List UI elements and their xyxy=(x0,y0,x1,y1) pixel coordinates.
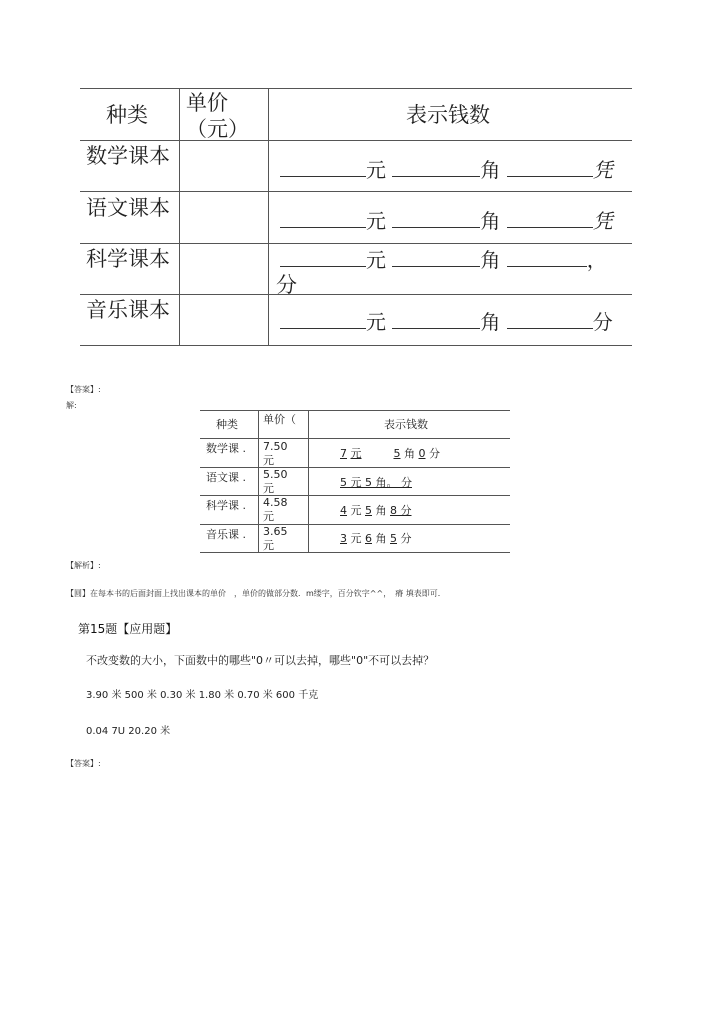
row-answer: 4 元 5 角 8 分 xyxy=(340,504,412,517)
header-amount: 表示钱数 xyxy=(406,103,490,127)
row-name: 音乐课本 xyxy=(86,298,170,322)
row-name: 音乐课 . xyxy=(206,528,246,541)
amount-row-4: 元 角 分 xyxy=(280,308,613,335)
row-answer: 5 元 5 角。 分 xyxy=(340,476,412,489)
row-price: 4.58 元 xyxy=(263,496,288,522)
analysis-text: 【圆】在每本书的后面封面上找出课本的单价 ，单价的做部分数．m缕字，百分钦字^^， 瘠 填表即可． xyxy=(66,589,446,598)
row-answer: 3 元 6 角 5 分 xyxy=(340,532,412,545)
amount-row-1: 元 角 凭 xyxy=(280,156,613,183)
header-amount: 表示钱数 xyxy=(384,418,428,431)
question-prompt: 不改变数的大小，下面数中的哪些"0〃可以去掉，哪些"0"不可以去掉？ xyxy=(86,654,435,667)
row-price: 7.50 元 xyxy=(263,440,288,466)
row-name: 数学课本 xyxy=(86,144,170,168)
row-price: 5.50 元 xyxy=(263,468,288,494)
row-name: 数学课 . xyxy=(206,442,246,455)
question-numbers-line-2: 0.04 7U 20.20 米 xyxy=(86,726,171,737)
header-price: 单价（ xyxy=(263,413,296,426)
row-name: 科学课本 xyxy=(86,247,170,271)
header-type: 种类 xyxy=(106,103,148,127)
row-name: 科学课 . xyxy=(206,499,246,512)
amount-row-3: 元 角 ， xyxy=(280,246,607,273)
row-name: 语文课 . xyxy=(206,471,246,484)
amount-row-3-tail: 分 xyxy=(276,273,297,297)
row-name: 语文课本 xyxy=(86,196,170,220)
amount-row-2: 元 角 凭 xyxy=(280,207,613,234)
price-table xyxy=(80,88,632,346)
row-answer: 7 元 5 角 0 分 xyxy=(340,447,440,460)
row-price: 3.65 元 xyxy=(263,525,288,551)
question-numbers-line-1: 3.90 米 500 米 0.30 米 1.80 米 0.70 米 600 千克 xyxy=(86,690,319,701)
question-title: 第15题【应用题】 xyxy=(78,622,178,636)
answer-table xyxy=(200,410,510,553)
header-type: 种类 xyxy=(216,418,238,431)
answer-label-2: 【答案】: xyxy=(66,759,101,768)
header-price: 单价（元） xyxy=(186,91,249,141)
analysis-label: 【解析】: xyxy=(66,561,101,570)
solution-label: 解: xyxy=(66,401,77,410)
answer-label: 【答案】: xyxy=(66,385,101,394)
